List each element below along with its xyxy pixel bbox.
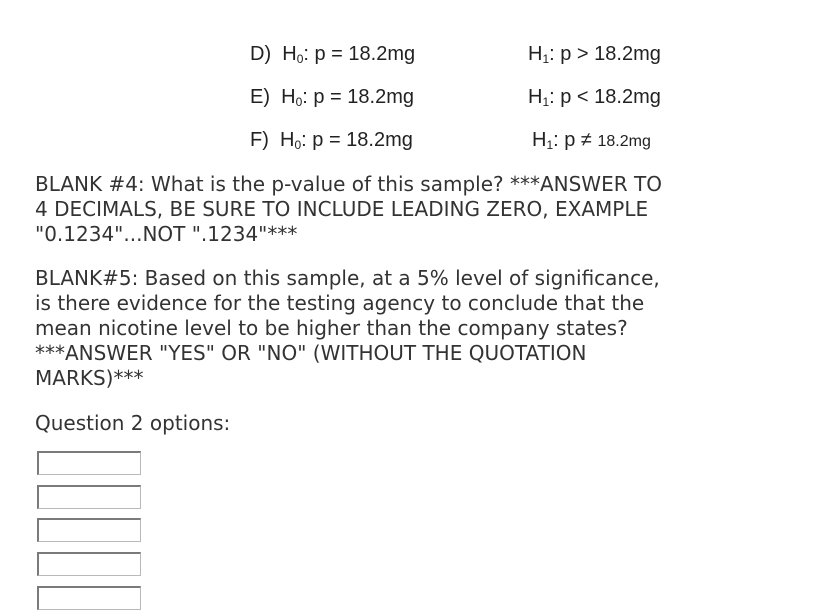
null-hypothesis: D) $H_0$: p = 18.2mg bbox=[250, 43, 416, 66]
blank-4-line: BLANK #4: What is the p-value of this sample? ***ANSWER TO bbox=[35, 172, 662, 196]
alternative-hypothesis: $H_1$: p ≠ 18.2mg bbox=[532, 129, 651, 152]
option-row-d bbox=[0, 43, 817, 75]
null-hypothesis: E) $H_0$: p = 18.2mg bbox=[250, 86, 415, 109]
answer-input-5[interactable] bbox=[37, 586, 141, 610]
answer-input-2[interactable] bbox=[37, 485, 141, 509]
null-hypothesis: F) $H_0$: p = 18.2mg bbox=[250, 129, 413, 152]
blank-4-line: 4 DECIMALS, BE SURE TO INCLUDE LEADING ZERO, EXAMPLE bbox=[35, 197, 649, 221]
blank-4-question bbox=[35, 172, 775, 247]
option-row-f bbox=[0, 129, 817, 161]
blank-5-question bbox=[35, 266, 775, 391]
alternative-hypothesis: $H_1$: p < 18.2mg bbox=[528, 86, 661, 109]
answer-input-4[interactable] bbox=[37, 552, 141, 576]
blank-5-line: BLANK#5: Based on this sample, at a 5% level of significance, bbox=[35, 266, 660, 290]
option-row-e bbox=[0, 86, 817, 118]
blank-5-line: ***ANSWER "YES" OR "NO" (WITHOUT THE QUOTATION bbox=[35, 341, 587, 365]
alternative-hypothesis: $H_1$: p > 18.2mg bbox=[528, 43, 661, 66]
blank-5-line: MARKS)*** bbox=[35, 366, 144, 390]
answer-input-3[interactable] bbox=[37, 518, 141, 542]
blank-5-line: mean nicotine level to be higher than the company states? bbox=[35, 316, 628, 340]
answer-input-1[interactable] bbox=[37, 451, 141, 475]
question-options-label: Question 2 options: bbox=[35, 411, 231, 435]
blank-5-line: is there evidence for the testing agency to conclude that the bbox=[35, 291, 645, 315]
blank-4-line: "0.1234"...NOT ".1234"*** bbox=[35, 222, 298, 246]
